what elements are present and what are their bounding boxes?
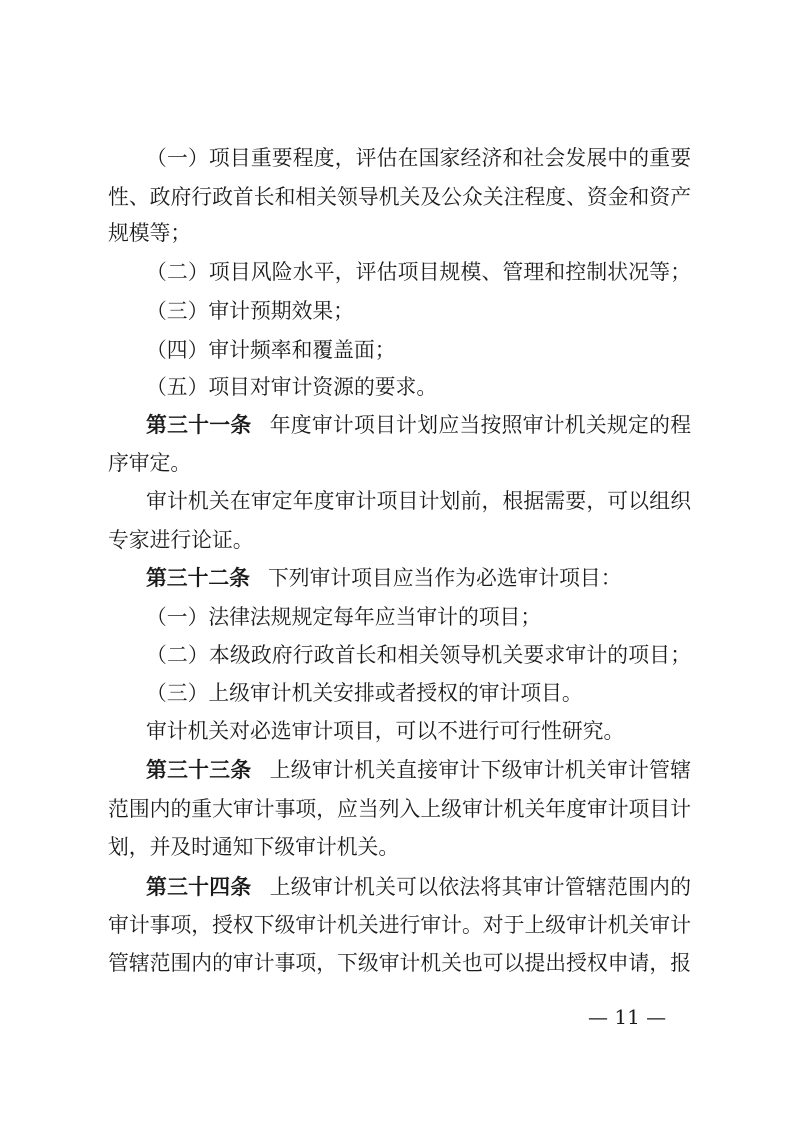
text-line: 范围内的重大审计事项，应当列入上级审计机关年度审计项目计	[108, 797, 691, 821]
text-line: 专家进行论证。	[108, 528, 254, 552]
text-line: 序审定。	[108, 451, 192, 475]
article-heading: 第三十二条	[146, 566, 250, 590]
text-line: （四）审计频率和覆盖面；	[146, 338, 396, 362]
text-line: 上级审计机关可以依法将其审计管辖范围内的	[269, 875, 692, 899]
text-line: （三）审计预期效果；	[146, 299, 354, 323]
text-line: 划，并及时通知下级审计机关。	[108, 835, 400, 859]
text-line: （二）本级政府行政首长和相关领导机关要求审计的项目；	[146, 643, 691, 667]
page-number: — 11 —	[588, 1005, 667, 1029]
article-34-line	[146, 874, 691, 900]
article-heading: 第三十三条	[146, 758, 252, 782]
article-32-line	[146, 565, 691, 591]
text-line: （一）法律法规规定每年应当审计的项目；	[146, 605, 542, 629]
text-line: 审计机关对必选审计项目，可以不进行可行性研究。	[146, 719, 625, 743]
text-line: 管辖范围内的审计事项，下级审计机关也可以提出授权申请，报	[108, 951, 691, 975]
text-line: 下列审计项目应当作为必选审计项目：	[267, 566, 622, 590]
article-heading: 第三十四条	[146, 875, 252, 899]
text-line: 审计机关在审定年度审计项目计划前，根据需要，可以组织	[146, 489, 691, 513]
text-line: （五）项目对审计资源的要求。	[146, 375, 438, 399]
text-line: 年度审计项目计划应当按照审计机关规定的程	[269, 413, 692, 437]
text-line: 规模等；	[108, 221, 192, 245]
text-line: 性、政府行政首长和相关领导机关及公众关注程度、资金和资产	[108, 185, 691, 209]
text-line: （三）上级审计机关安排或者授权的审计项目。	[146, 681, 583, 705]
text-line: 审计事项，授权下级审计机关进行审计。对于上级审计机关审计	[108, 913, 691, 937]
article-33-line	[146, 757, 691, 783]
text-line: （一）项目重要程度，评估在国家经济和社会发展中的重要	[146, 146, 691, 170]
text-line: （二）项目风险水平，评估项目规模、管理和控制状况等；	[146, 260, 691, 284]
article-31-line	[146, 412, 691, 438]
article-heading: 第三十一条	[146, 413, 252, 437]
text-line: 上级审计机关直接审计下级审计机关审计管辖	[269, 758, 692, 782]
